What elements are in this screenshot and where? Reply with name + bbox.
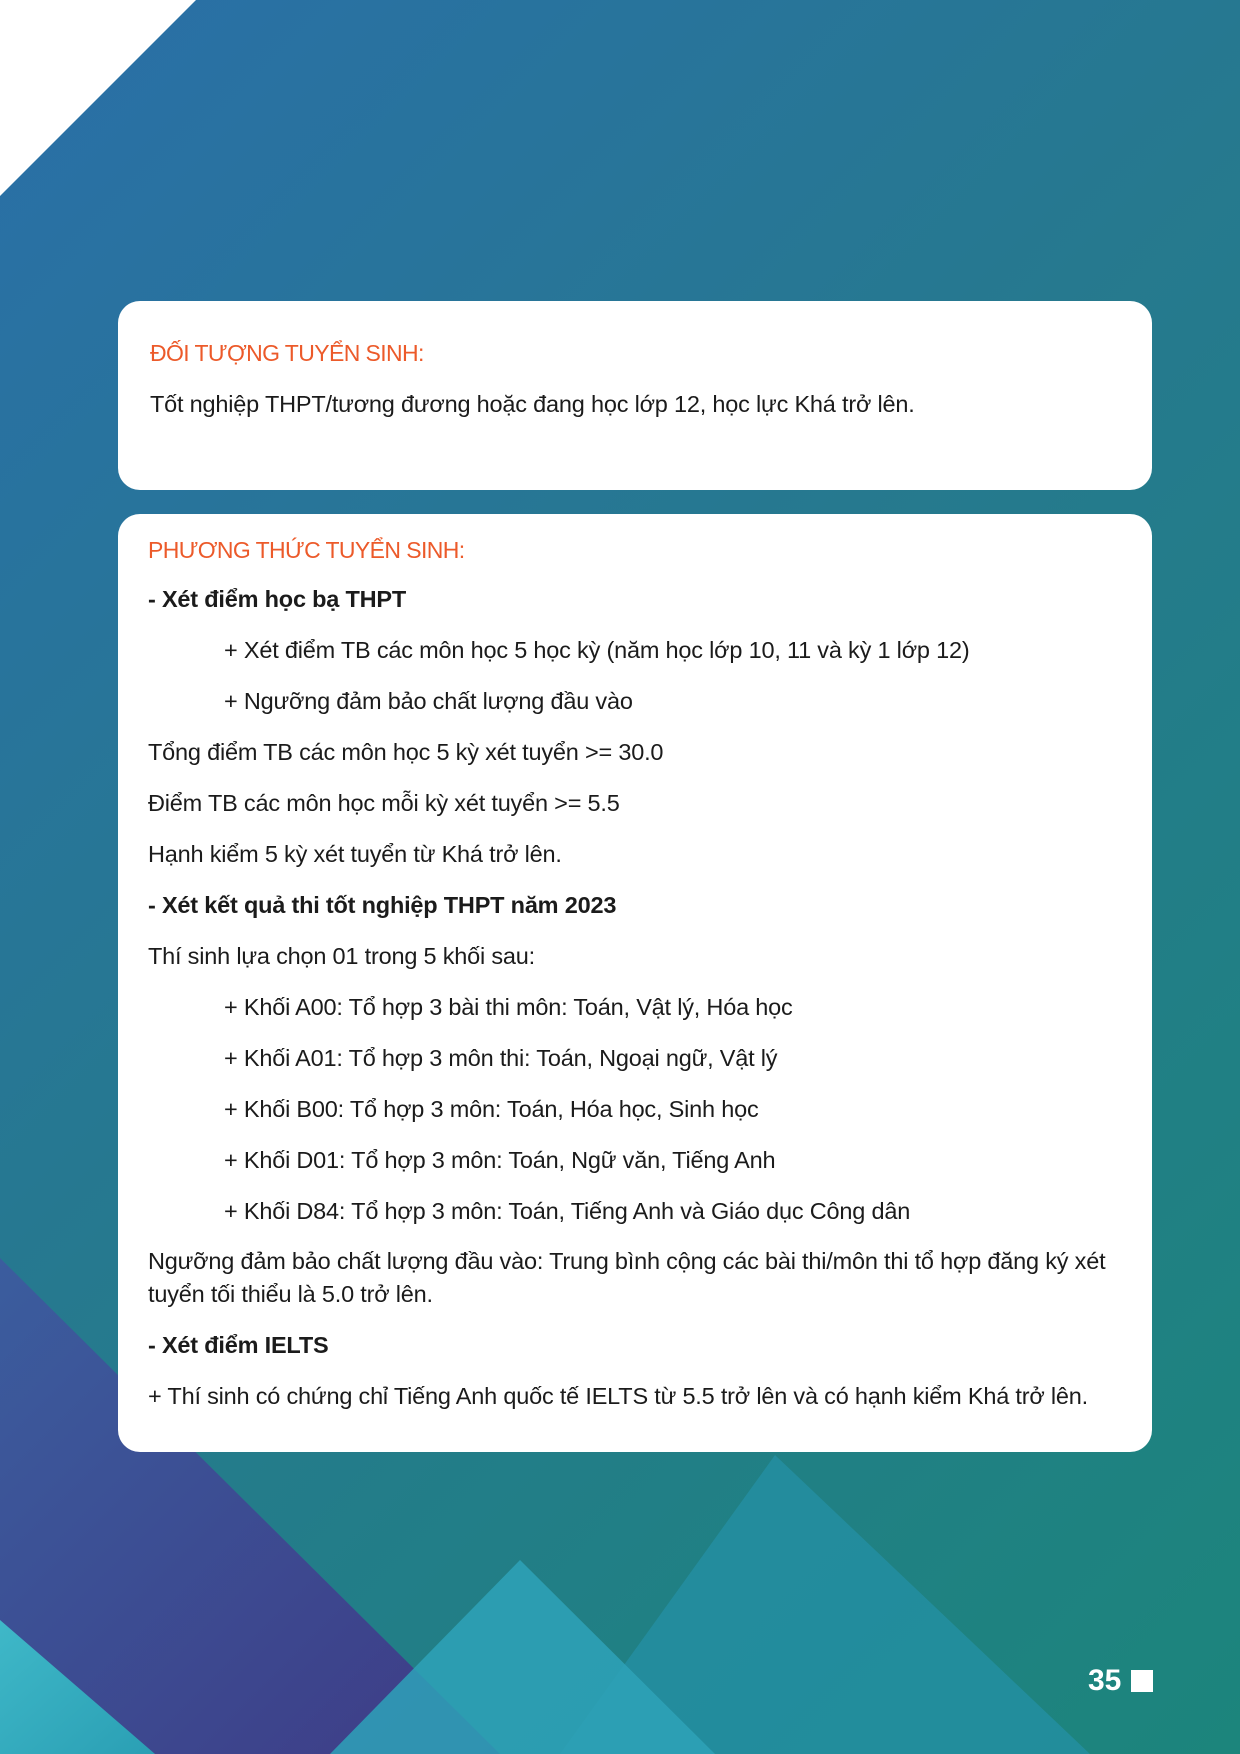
- method2-block: + Khối B00: Tổ hợp 3 môn: Toán, Hóa học, Sinh học: [224, 1096, 759, 1122]
- method2-title: - Xét kết quả thi tốt nghiệp THPT năm 2023: [148, 892, 617, 918]
- page-number: 35: [1088, 1664, 1122, 1697]
- method3-title: - Xét điểm IELTS: [148, 1332, 329, 1358]
- method2-block: + Khối A01: Tổ hợp 3 môn thi: Toán, Ngoại ngữ, Vật lý: [224, 1045, 778, 1071]
- method2-block: + Khối D01: Tổ hợp 3 môn: Toán, Ngữ văn, Tiếng Anh: [224, 1147, 776, 1173]
- method1-criterion: Điểm TB các môn học mỗi kỳ xét tuyển >= 5.5: [148, 790, 620, 816]
- top-left-white-corner: [0, 0, 196, 196]
- method2-block: + Khối D84: Tổ hợp 3 môn: Toán, Tiếng Anh và Giáo dục Công dân: [224, 1198, 911, 1224]
- method1-criterion: Tổng điểm TB các môn học 5 kỳ xét tuyển >= 30.0: [148, 739, 664, 765]
- method2-threshold: Ngưỡng đảm bảo chất lượng đầu vào: Trung bình cộng các bài thi/môn thi tổ hợp đăng ký xét tuyển tối thiểu là 5.0 trở lên.: [148, 1248, 1106, 1307]
- target-card: [118, 301, 1152, 490]
- target-text: Tốt nghiệp THPT/tương đương hoặc đang học lớp 12, học lực Khá trở lên.: [150, 391, 915, 417]
- target-heading: ĐỐI TƯỢNG TUYỂN SINH:: [150, 340, 424, 366]
- method2-intro: Thí sinh lựa chọn 01 trong 5 khối sau:: [148, 943, 535, 969]
- method1-item: + Ngưỡng đảm bảo chất lượng đầu vào: [224, 688, 633, 714]
- method-card: [118, 514, 1152, 1452]
- method3-text: + Thí sinh có chứng chỉ Tiếng Anh quốc tế IELTS từ 5.5 trở lên và có hạnh kiểm Khá trở lên.: [148, 1383, 1088, 1409]
- method2-block: + Khối A00: Tổ hợp 3 bài thi môn: Toán, Vật lý, Hóa học: [224, 994, 793, 1020]
- method1-title: - Xét điểm học bạ THPT: [148, 586, 407, 612]
- method-heading: PHƯƠNG THỨC TUYỂN SINH:: [148, 537, 465, 563]
- method1-item: + Xét điểm TB các môn học 5 học kỳ (năm học lớp 10, 11 và kỳ 1 lớp 12): [224, 637, 970, 663]
- page-marker-square: [1131, 1670, 1153, 1692]
- method1-criterion: Hạnh kiểm 5 kỳ xét tuyển từ Khá trở lên.: [148, 841, 562, 867]
